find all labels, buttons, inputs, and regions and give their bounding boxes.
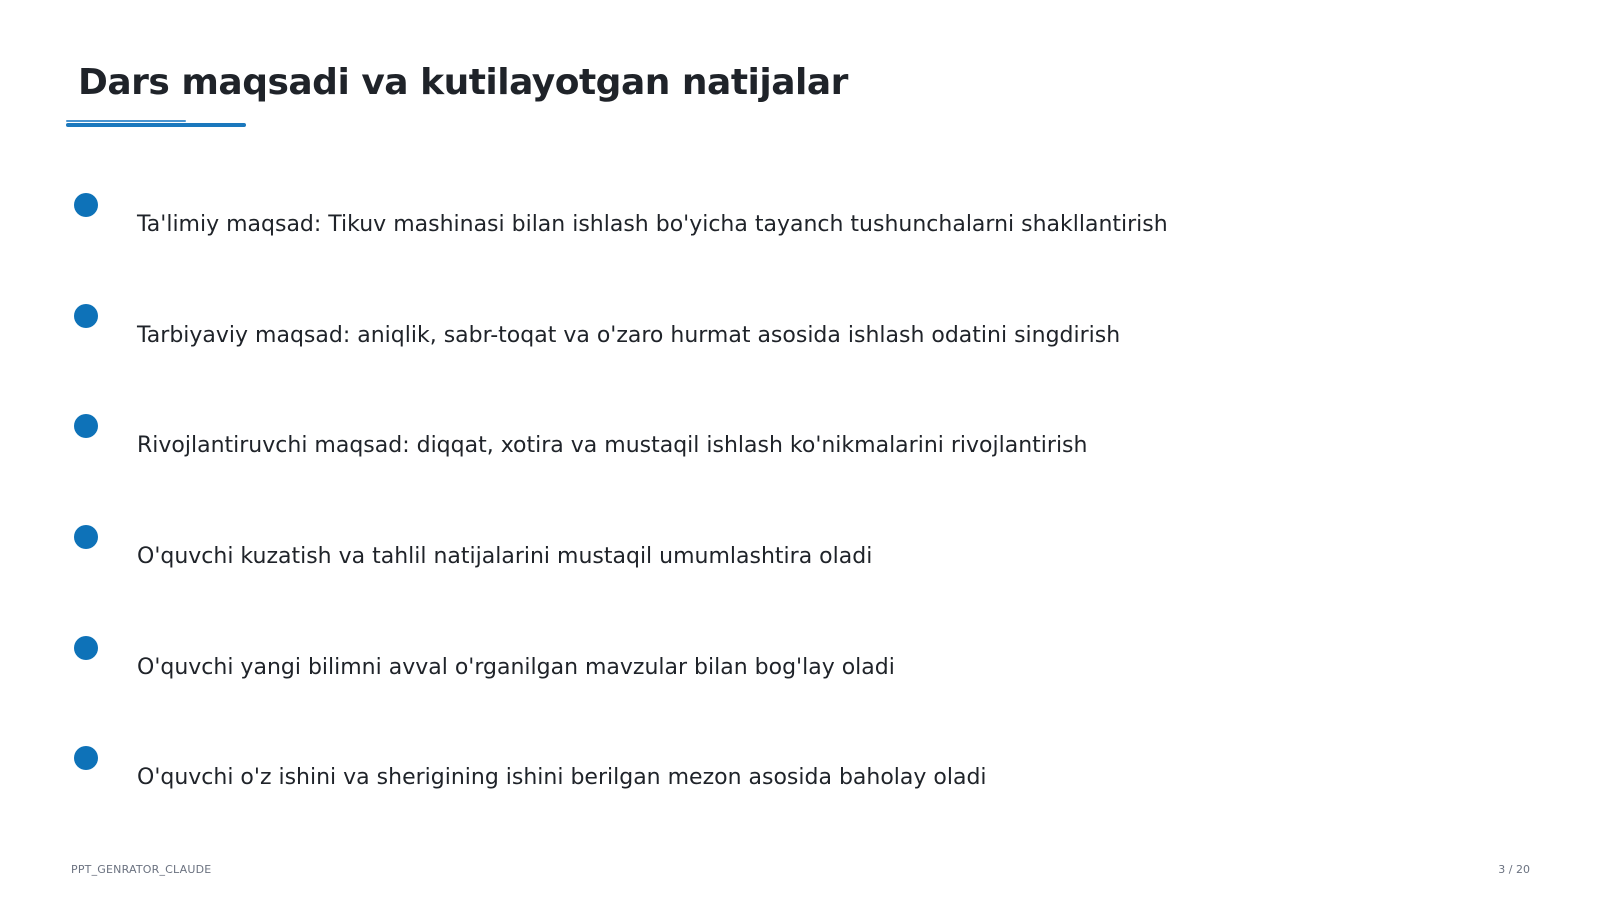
bullet-text: O'quvchi kuzatish va tahlil natijalarini mustaqil umumlashtira oladi [137, 544, 873, 569]
bullet-dot-icon [74, 636, 98, 660]
bullet-item-umumlashtirish [0, 525, 1600, 605]
bullet-text: O'quvchi yangi bilimni avval o'rganilgan mavzular bilan bog'lay oladi [137, 655, 895, 680]
bullet-item-talimiy [0, 193, 1600, 273]
slide-title: Dars maqsadi va kutilayotgan natijalar [78, 62, 848, 103]
bullet-dot-icon [74, 193, 98, 217]
page-indicator: 3 / 20 [1498, 863, 1530, 876]
bullet-text: Rivojlantiruvchi maqsad: diqqat, xotira va mustaqil ishlash ko'nikmalarini rivojlantirish [137, 433, 1088, 458]
bullet-text: Tarbiyaviy maqsad: aniqlik, sabr-toqat va o'zaro hurmat asosida ishlash odatini singdirish [137, 323, 1121, 348]
bullet-item-boglash [0, 636, 1600, 716]
footer-source-label: PPT_GENRATOR_CLAUDE [71, 863, 212, 876]
bullet-dot-icon [74, 746, 98, 770]
bullet-dot-icon [74, 525, 98, 549]
bullet-item-baholash [0, 746, 1600, 826]
bullet-dot-icon [74, 414, 98, 438]
bullet-text: Ta'limiy maqsad: Tikuv mashinasi bilan ishlash bo'yicha tayanch tushunchalarni shakllantirish [137, 212, 1168, 237]
bullet-item-tarbiyaviy [0, 304, 1600, 384]
bullet-item-rivojlantiruvchi [0, 414, 1600, 494]
bullet-dot-icon [74, 304, 98, 328]
bullet-text: O'quvchi o'z ishini va sherigining ishini berilgan mezon asosida baholay oladi [137, 765, 987, 790]
